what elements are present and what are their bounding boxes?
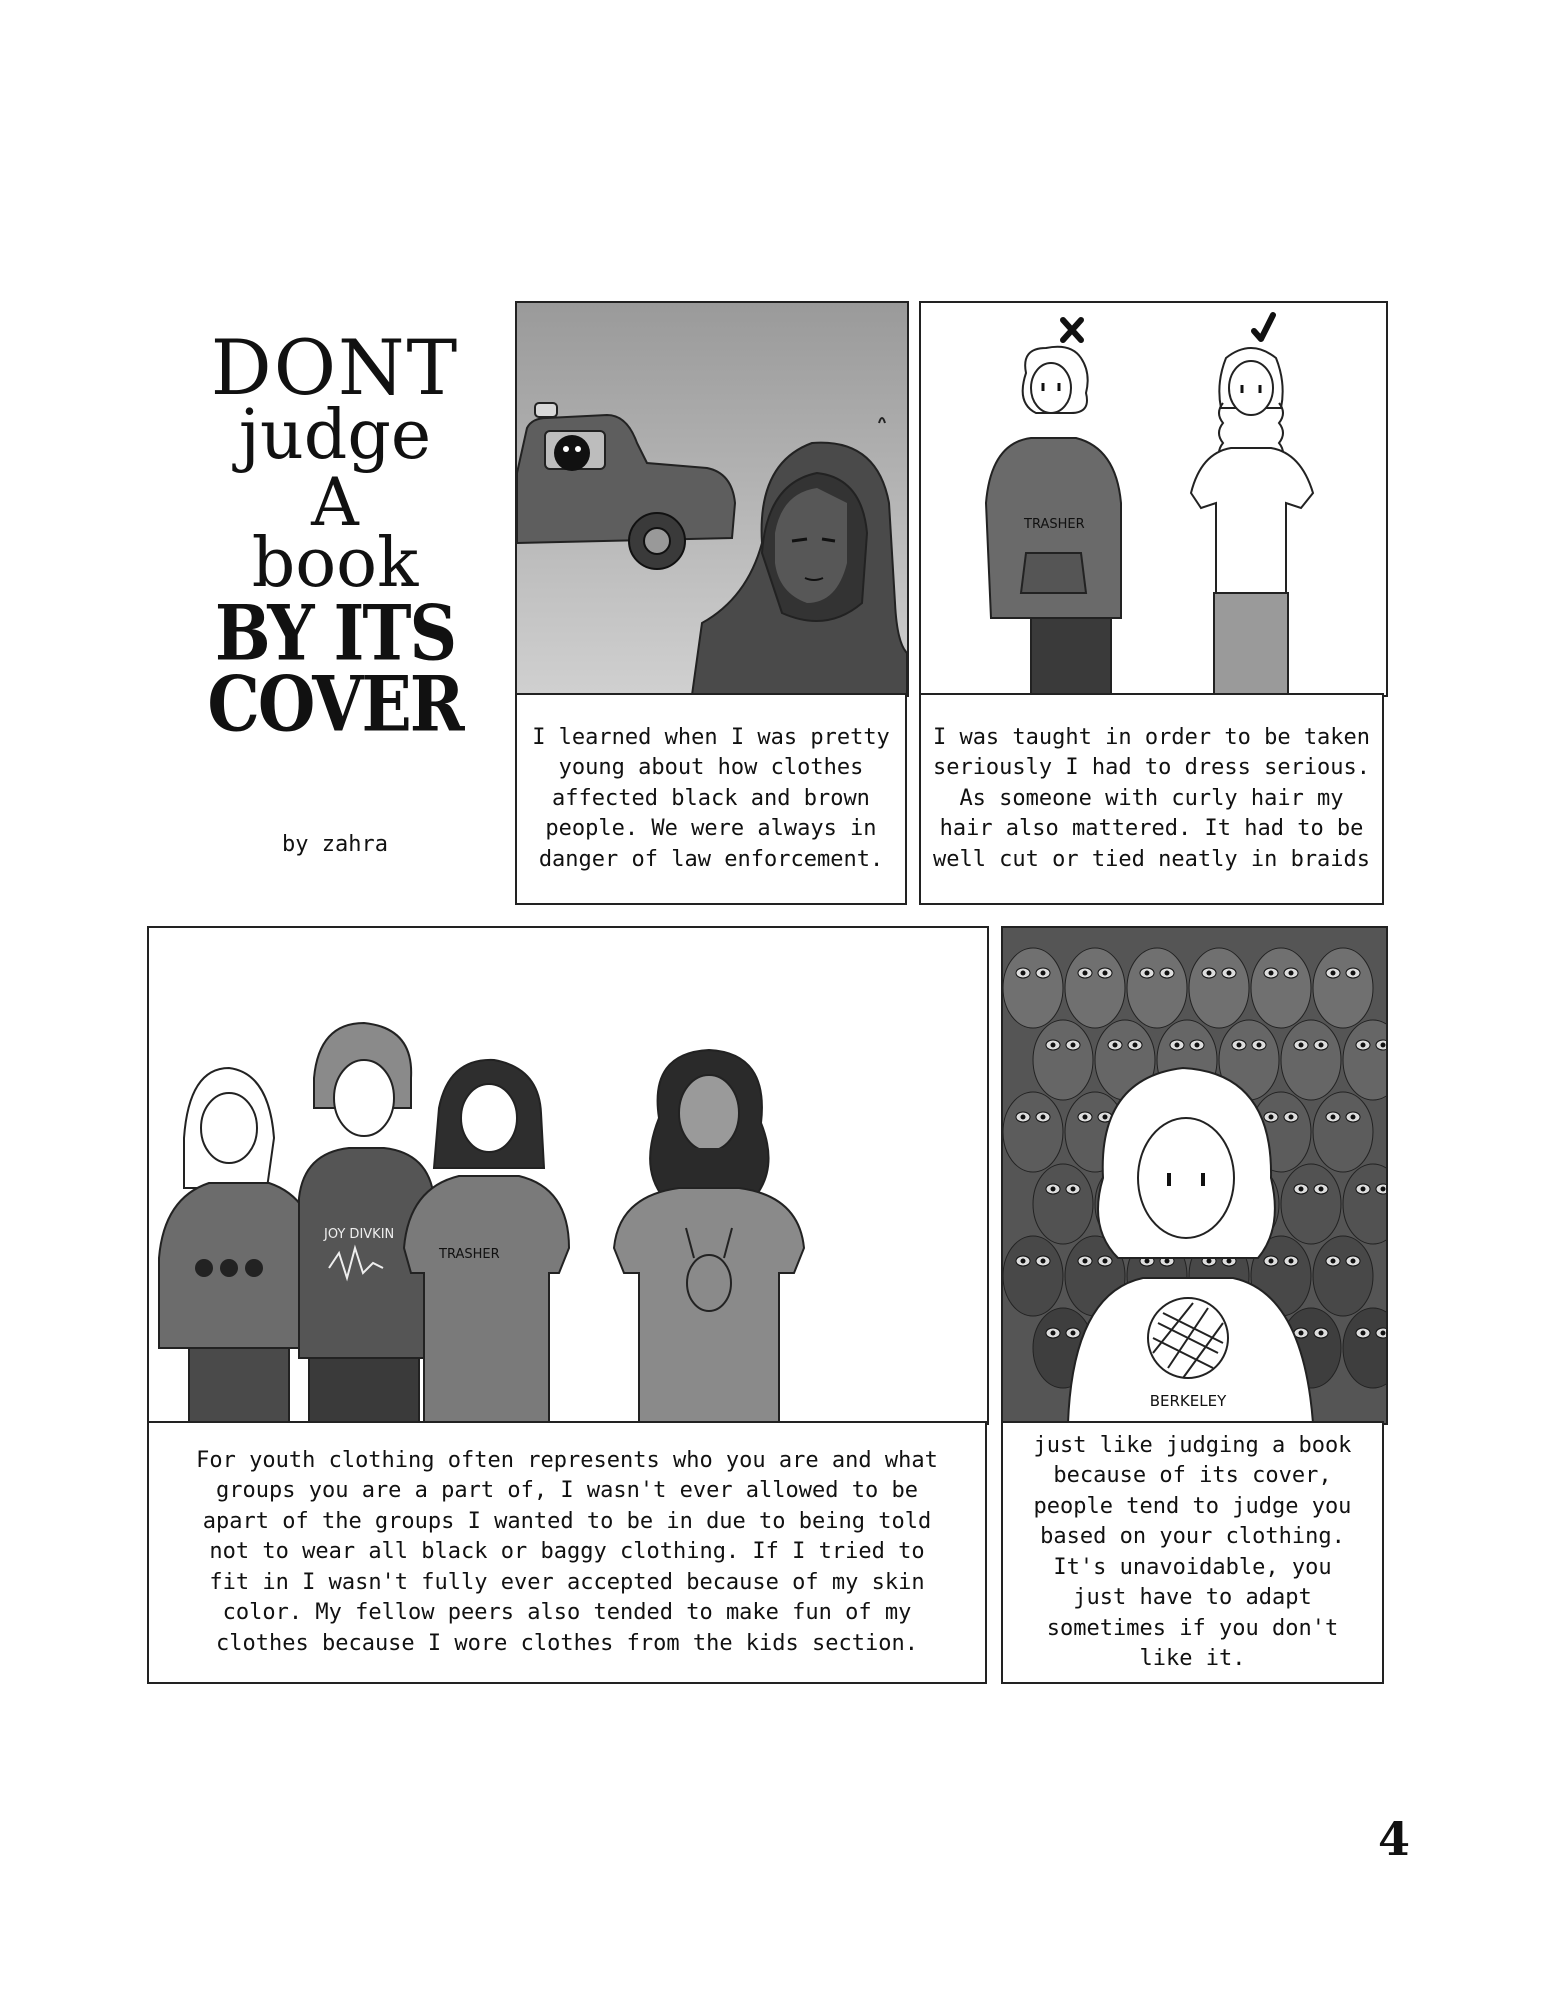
berkeley-shirt-text: BERKELEY — [1149, 1392, 1227, 1410]
police-caption — [515, 693, 907, 905]
group-caption — [147, 1421, 987, 1684]
dress-panel — [919, 301, 1388, 697]
page-number: 4 — [1378, 1812, 1411, 1866]
title-line-by-its: BY ITS — [214, 588, 456, 678]
crowd-panel — [1001, 926, 1388, 1425]
title-line-dont: DONT — [210, 323, 460, 412]
title-line-a: A — [311, 464, 359, 541]
title-line-cover: COVER — [207, 659, 463, 750]
police-illustration — [517, 303, 907, 695]
page-title — [185, 323, 485, 750]
title-line-book: book — [251, 524, 419, 603]
dress-caption-text: I was taught in order to be taken seriously I had to dress serious. As someone with curly hair my hair also mattered. It had to be well cut or tied neatly in braids — [932, 724, 1371, 872]
crowd-illustration — [1003, 928, 1386, 1423]
dress-caption — [919, 693, 1384, 905]
shirt1-text: JOY DIVKIN — [324, 1227, 395, 1242]
group-illustration — [149, 928, 987, 1423]
group-panel — [147, 926, 989, 1425]
police-caption-text: I learned when I was pretty young about how clothes affected black and brown people. We were always in danger of law enforcement. — [532, 724, 890, 872]
title-line-judge: judge — [238, 396, 432, 475]
hoodie-text: TRASHER — [1024, 517, 1085, 532]
shirt2-text: TRASHER — [439, 1247, 500, 1262]
byline: by zahra — [282, 832, 388, 857]
crowd-caption-text: just like judging a book because of its cover, people tend to judge you based on your clothing. It's unavoidable, you just have to adapt sometimes if you don't like it. — [1033, 1432, 1352, 1671]
dress-illustration — [921, 303, 1386, 695]
police-panel — [515, 301, 909, 697]
crowd-caption — [1001, 1421, 1384, 1684]
group-caption-text: For youth clothing often represents who you are and what groups you are a part of, I wasn't ever allowed to be apart of the groups I wanted to be in due to being told not to wear all black or baggy clothing. If I tried to fit in I wasn't fully ever accepted because of my skin color. My fellow peers also tended to make fun of my clothes because I wore clothes from the kids section. — [196, 1447, 938, 1656]
